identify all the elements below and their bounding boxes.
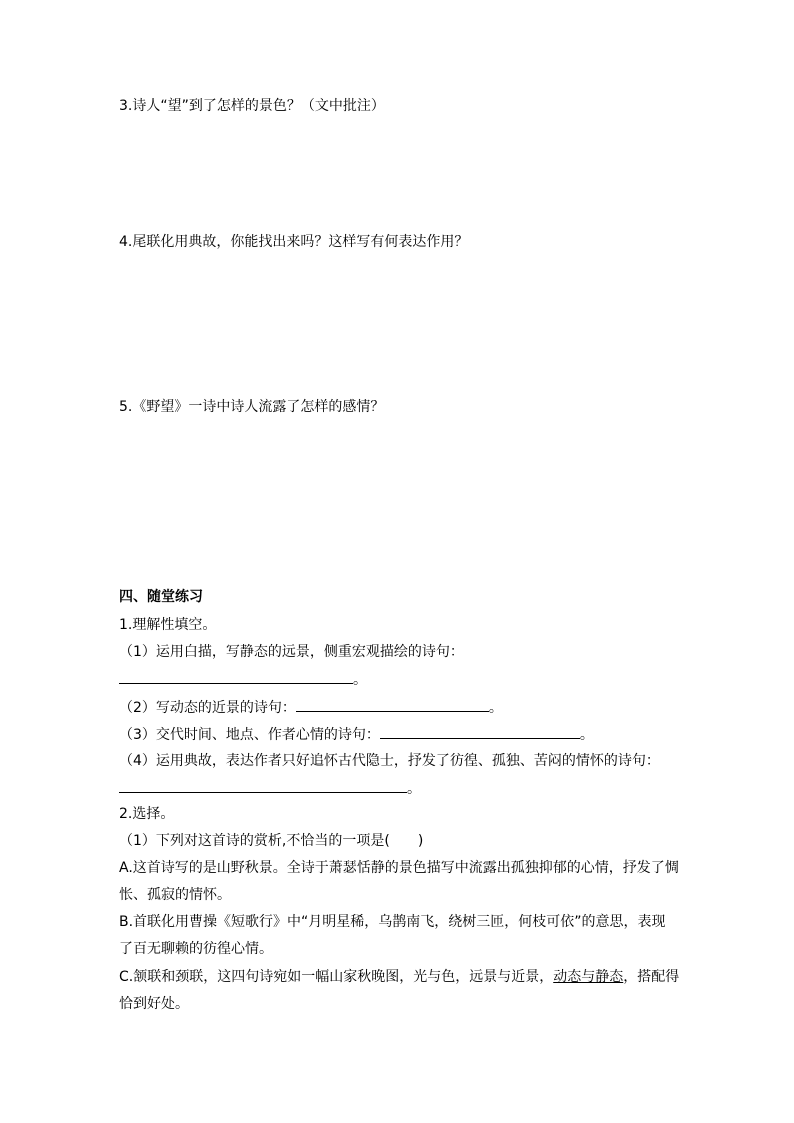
question-5: 5.《野望》一诗中诗人流露了怎样的感情？ <box>119 399 385 415</box>
exercise-1-title: 1.理解性填空。 <box>119 617 217 633</box>
option-c-line-2: 恰到好处。 <box>119 996 189 1012</box>
option-c-line-1: C.颔联和颈联，这四句诗宛如一幅山家秋晚图，光与色，远景与近景，动态与静态，搭配得 <box>119 969 680 985</box>
underlined-phrase: 动态与静态 <box>553 969 624 985</box>
choice-question-1: （1）下列对这首诗的赏析,不恰当的一项是( ) <box>119 833 424 849</box>
question-3: 3.诗人“望”到了怎样的景色？（文中批注） <box>119 98 385 114</box>
fill-blank-4-line[interactable] <box>119 778 407 793</box>
exercise-2-title: 2.选择。 <box>119 806 175 822</box>
option-b-line-1: B.首联化用曹操《短歌行》中“月明星稀，乌鹊南飞，绕树三匝，何枝可依”的意思，表现 <box>119 914 666 930</box>
option-a-line-1: A.这首诗写的是山野秋景。全诗于萧瑟恬静的景色描写中流露出孤独抑郁的心情，抒发了惆 <box>119 860 679 876</box>
fill-blank-2-line[interactable] <box>296 697 489 712</box>
fill-blank-4-prompt: （4）运用典故，表达作者只好追怀古代隐士，抒发了彷徨、孤独、苦闷的情怀的诗句： <box>119 753 660 769</box>
fill-blank-4-answer: 。 <box>119 778 421 798</box>
option-b-line-2: 了百无聊赖的彷徨心情。 <box>119 941 273 957</box>
fill-blank-1-answer: 。 <box>119 669 367 689</box>
fill-blank-1-prompt: （1）运用白描，写静态的远景，侧重宏观描绘的诗句： <box>119 644 464 660</box>
option-a-line-2: 怅、孤寂的情怀。 <box>119 887 231 903</box>
fill-blank-3: （3）交代时间、地点、作者心情的诗句： 。 <box>119 724 594 744</box>
fill-blank-1-line[interactable] <box>119 669 353 684</box>
fill-blank-3-line[interactable] <box>380 724 580 739</box>
fill-blank-2: （2）写动态的近景的诗句： 。 <box>119 697 503 717</box>
section-4-heading: 四、随堂练习 <box>119 589 203 605</box>
question-4: 4.尾联化用典故，你能找出来吗？这样写有何表达作用？ <box>119 234 469 250</box>
